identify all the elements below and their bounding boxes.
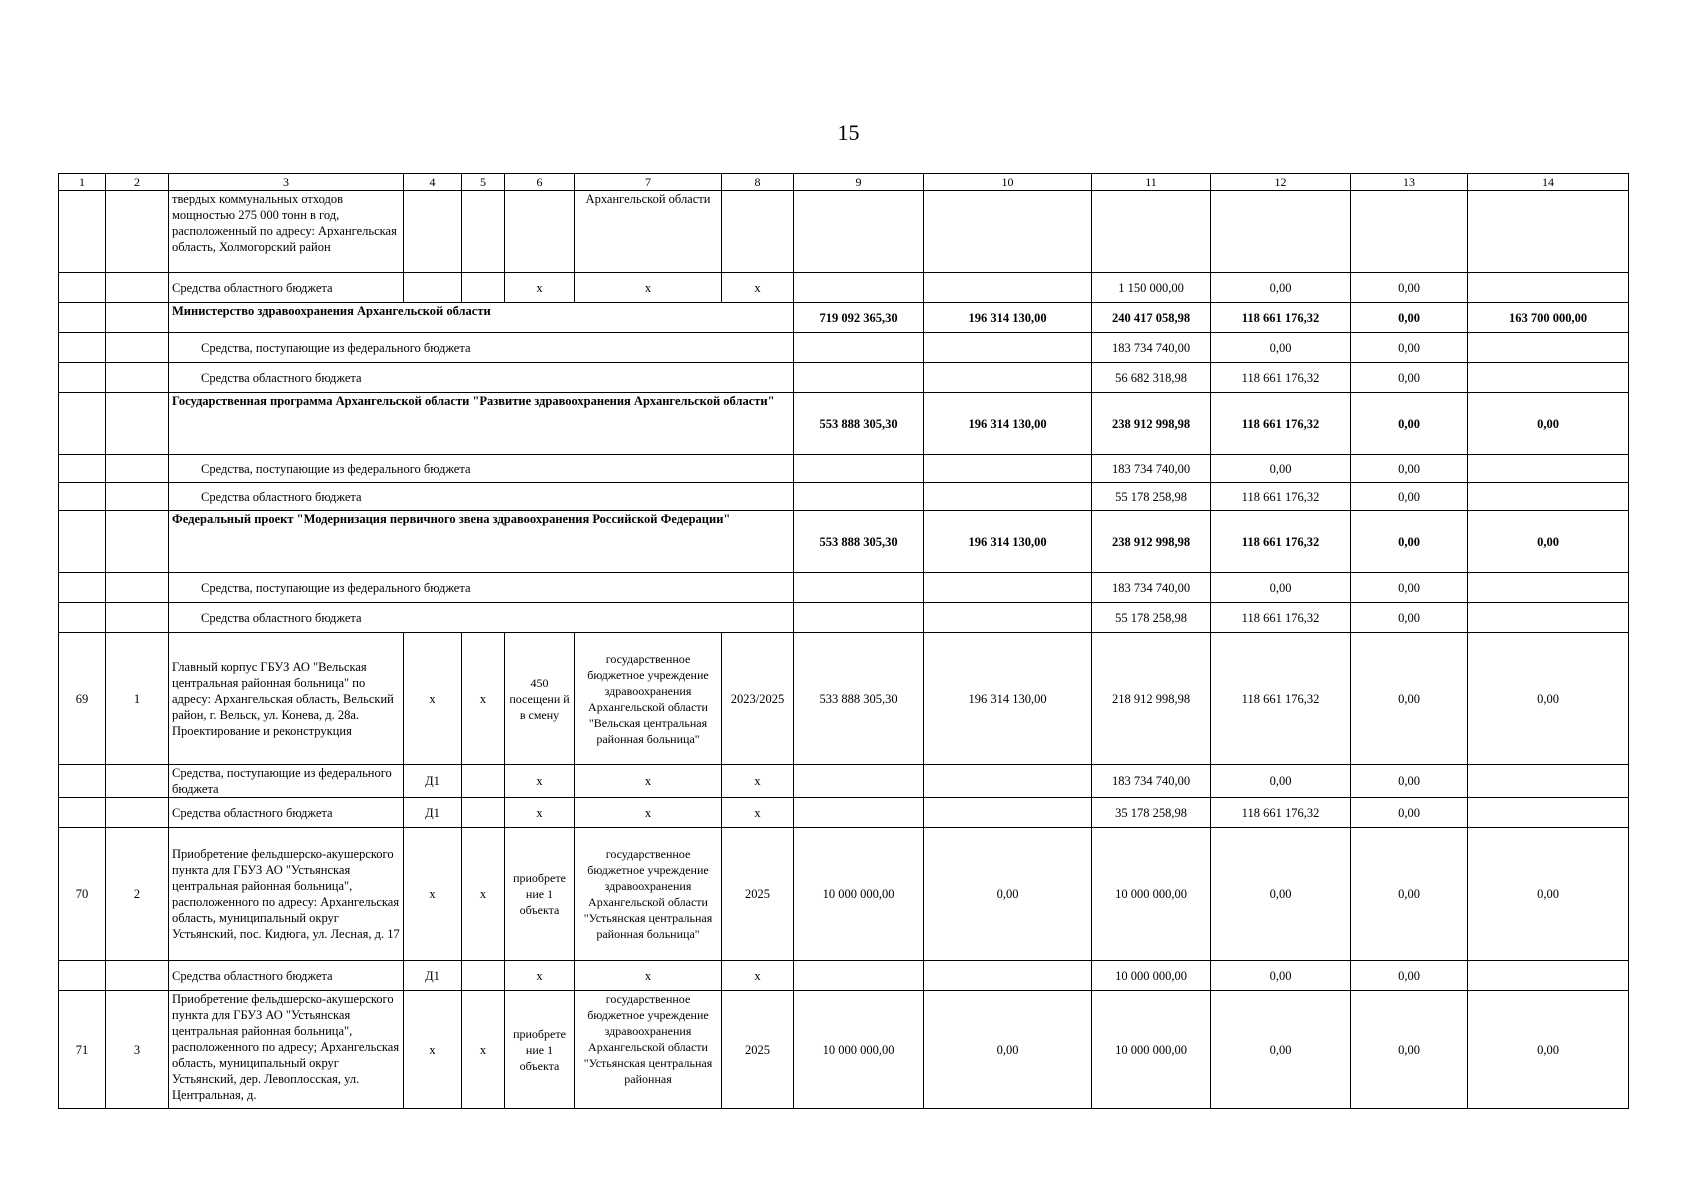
cell: x [404,828,462,961]
amount-cell: 553 888 305,30 [794,393,924,455]
cell [1468,363,1629,393]
amount-cell: 218 912 998,98 [1092,633,1211,765]
amount-cell: 0,00 [1468,991,1629,1109]
cell [794,333,924,363]
funding-source: Средства областного бюджета [169,363,794,393]
col-header: 13 [1351,174,1468,191]
item-number: 3 [106,991,169,1109]
cell [106,303,169,333]
cell [106,798,169,828]
amount-cell: 0,00 [1351,511,1468,573]
cell [794,191,924,273]
cell [1211,191,1351,273]
cell [924,191,1092,273]
col-header: 8 [722,174,794,191]
cell [1468,191,1629,273]
amount-cell: 0,00 [1211,765,1351,798]
amount-cell: 553 888 305,30 [794,511,924,573]
cell [404,273,462,303]
cell [59,798,106,828]
amount-cell: 0,00 [1351,273,1468,303]
amount-cell: 0,00 [1351,961,1468,991]
amount-cell: 0,00 [1211,573,1351,603]
capacity-cell: приобрете ние 1 объекта [505,828,575,961]
amount-cell: 0,00 [1351,798,1468,828]
funding-source: Средства, поступающие из федерального бюджета [169,455,794,483]
table-row [59,483,1629,511]
cell [794,765,924,798]
cell [59,765,106,798]
amount-cell: 10 000 000,00 [794,991,924,1109]
row-number: 69 [59,633,106,765]
cell: x [722,798,794,828]
cell [462,765,505,798]
cell [59,511,106,573]
table-row [59,573,1629,603]
amount-cell: 0,00 [1211,828,1351,961]
amount-cell: 0,00 [1351,363,1468,393]
cell [59,483,106,511]
col-header: 3 [169,174,404,191]
cell: x [462,991,505,1109]
amount-cell: 0,00 [1468,393,1629,455]
code-cell: Д1 [404,798,462,828]
amount-cell: 183 734 740,00 [1092,333,1211,363]
cell: x [722,273,794,303]
amount-cell: 240 417 058,98 [1092,303,1211,333]
amount-cell: 238 912 998,98 [1092,511,1211,573]
cell [924,273,1092,303]
col-header: 2 [106,174,169,191]
amount-cell: 0,00 [1211,273,1351,303]
cell [106,333,169,363]
amount-cell: 118 661 176,32 [1211,363,1351,393]
cell [1351,191,1468,273]
item-number: 1 [106,633,169,765]
object-description: Главный корпус ГБУЗ АО "Вельская центральная районная больница" по адресу: Архангельская область, Вельский район, г. Вельск, ул. Конева, д. 28а. Проектирование и реконструкция [169,633,404,765]
cell [106,511,169,573]
cell [1468,961,1629,991]
page-number: 15 [837,120,860,145]
budget-table [58,173,1629,1109]
funding-source: Средства областного бюджета [169,483,794,511]
amount-cell: 238 912 998,98 [1092,393,1211,455]
object-description: Приобретение фельдшерско-акушерского пункта для ГБУЗ АО "Устьянская центральная районная больница", расположенного по адресу: Архангельская область, муниципальный округ Устьянский, пос. Кидюга, ул. Лесная, д. 17 [169,828,404,961]
amount-cell: 0,00 [1468,511,1629,573]
amount-cell: 0,00 [1351,455,1468,483]
table-row [59,333,1629,363]
cell [505,191,575,273]
cell: x [462,633,505,765]
cell: x [722,765,794,798]
cell [59,363,106,393]
amount-cell: 118 661 176,32 [1211,303,1351,333]
cell [106,273,169,303]
program-title: Государственная программа Архангельской области "Развитие здравоохранения Архангельской области" [169,393,794,455]
amount-cell: 196 314 130,00 [924,393,1092,455]
amount-cell: 10 000 000,00 [1092,828,1211,961]
cell [1468,333,1629,363]
cell [106,603,169,633]
cell [924,483,1092,511]
amount-cell: 0,00 [1351,603,1468,633]
amount-cell: 56 682 318,98 [1092,363,1211,393]
table-row [59,191,1629,273]
cell: x [404,633,462,765]
cell [106,765,169,798]
cell [1468,273,1629,303]
amount-cell: 55 178 258,98 [1092,483,1211,511]
cell [106,573,169,603]
amount-cell: 0,00 [1351,633,1468,765]
col-header: 5 [462,174,505,191]
customer-cell: Архангельской области [575,191,722,273]
cell: x [575,961,722,991]
period-cell: 2023/2025 [722,633,794,765]
cell [1468,603,1629,633]
cell: x [575,765,722,798]
object-description: Приобретение фельдшерско-акушерского пункта для ГБУЗ АО "Устьянская центральная районная больница", расположенного по адресу; Архангельская область, муниципальный округ Устьянский, дер. Левоплосская, ул. Центральная, д. [169,991,404,1109]
project-title: Федеральный проект "Модернизация первичного звена здравоохранения Российской Федерации" [169,511,794,573]
table-row [59,303,1629,333]
cell [924,798,1092,828]
amount-cell: 0,00 [1468,633,1629,765]
amount-cell: 35 178 258,98 [1092,798,1211,828]
cell [1468,455,1629,483]
cell [794,603,924,633]
amount-cell: 0,00 [1351,303,1468,333]
amount-cell: 719 092 365,30 [794,303,924,333]
cell [59,961,106,991]
amount-cell: 0,00 [1351,991,1468,1109]
column-number-row [59,174,1629,191]
cell [59,573,106,603]
funding-source: Средства областного бюджета [169,798,404,828]
table-row [59,393,1629,455]
cell [106,483,169,511]
amount-cell: 0,00 [1211,455,1351,483]
amount-cell: 533 888 305,30 [794,633,924,765]
table-row [59,511,1629,573]
cell [794,573,924,603]
code-cell: Д1 [404,765,462,798]
cell [404,191,462,273]
funding-source: Средства, поступающие из федерального бюджета [169,765,404,798]
item-number: 2 [106,828,169,961]
cell [59,303,106,333]
cell [722,191,794,273]
cell: x [404,991,462,1109]
amount-cell: 0,00 [1351,765,1468,798]
capacity-cell: 450 посещени й в смену [505,633,575,765]
cell [59,603,106,633]
cell: x [505,961,575,991]
cell [794,455,924,483]
table-row [59,798,1629,828]
period-cell: 2025 [722,828,794,961]
cell: x [462,828,505,961]
cell: x [575,798,722,828]
customer-cell: государственное бюджетное учреждение здравоохранения Архангельской области "Устьянская центральная районная больница" [575,828,722,961]
table-row [59,273,1629,303]
cell [794,273,924,303]
amount-cell: 0,00 [1211,333,1351,363]
table-row [59,991,1629,1109]
amount-cell: 183 734 740,00 [1092,573,1211,603]
cell [924,961,1092,991]
col-header: 6 [505,174,575,191]
cell [794,798,924,828]
col-header: 7 [575,174,722,191]
cell [794,483,924,511]
amount-cell: 55 178 258,98 [1092,603,1211,633]
funding-source: Средства областного бюджета [169,961,404,991]
cell: x [722,961,794,991]
amount-cell: 118 661 176,32 [1211,393,1351,455]
amount-cell: 118 661 176,32 [1211,798,1351,828]
code-cell: Д1 [404,961,462,991]
col-header: 10 [924,174,1092,191]
cell [924,455,1092,483]
cell [794,961,924,991]
cell [106,455,169,483]
row-number: 71 [59,991,106,1109]
cell [794,363,924,393]
amount-cell: 0,00 [1211,961,1351,991]
amount-cell: 118 661 176,32 [1211,483,1351,511]
cell [924,765,1092,798]
cell [1468,798,1629,828]
cell [462,798,505,828]
amount-cell: 10 000 000,00 [1092,991,1211,1109]
ministry-title: Министерство здравоохранения Архангельской области [169,303,794,333]
table-row [59,765,1629,798]
amount-cell: 163 700 000,00 [1468,303,1629,333]
table-row [59,455,1629,483]
table-row [59,633,1629,765]
amount-cell: 196 314 130,00 [924,511,1092,573]
table-row [59,828,1629,961]
cell [59,333,106,363]
col-header: 11 [1092,174,1211,191]
amount-cell: 196 314 130,00 [924,633,1092,765]
amount-cell: 0,00 [1351,828,1468,961]
col-header: 12 [1211,174,1351,191]
amount-cell: 0,00 [1351,573,1468,603]
amount-cell: 0,00 [1468,828,1629,961]
table-row [59,363,1629,393]
amount-cell: 0,00 [1351,333,1468,363]
cell [462,191,505,273]
capacity-cell: приобрете ние 1 объекта [505,991,575,1109]
amount-cell: 10 000 000,00 [794,828,924,961]
amount-cell: 0,00 [924,991,1092,1109]
amount-cell: 183 734 740,00 [1092,765,1211,798]
amount-cell: 118 661 176,32 [1211,511,1351,573]
customer-cell: государственное бюджетное учреждение здравоохранения Архангельской области "Вельская центральная районная больница" [575,633,722,765]
cell [106,393,169,455]
cell [59,191,106,273]
cell [59,455,106,483]
cell: x [505,798,575,828]
table-row [59,961,1629,991]
funding-source: Средства, поступающие из федерального бюджета [169,333,794,363]
funding-source: Средства областного бюджета [169,603,794,633]
cell [106,363,169,393]
funding-source: Средства, поступающие из федерального бюджета [169,573,794,603]
funding-source: Средства областного бюджета [169,273,404,303]
cell [924,573,1092,603]
amount-cell: 1 150 000,00 [1092,273,1211,303]
cell [106,961,169,991]
cell [59,393,106,455]
amount-cell: 118 661 176,32 [1211,603,1351,633]
object-description: твердых коммунальных отходов мощностью 275 000 тонн в год, расположенный по адресу: Архангельская область, Холмогорский район [169,191,404,273]
amount-cell: 0,00 [1351,483,1468,511]
cell [1468,765,1629,798]
cell [1468,483,1629,511]
cell: x [575,273,722,303]
customer-cell: государственное бюджетное учреждение здравоохранения Архангельской области "Устьянская центральная районная [575,991,722,1109]
amount-cell: 196 314 130,00 [924,303,1092,333]
cell [462,961,505,991]
amount-cell: 183 734 740,00 [1092,455,1211,483]
amount-cell: 118 661 176,32 [1211,633,1351,765]
col-header: 9 [794,174,924,191]
cell [924,603,1092,633]
col-header: 1 [59,174,106,191]
cell: x [505,765,575,798]
period-cell: 2025 [722,991,794,1109]
col-header: 14 [1468,174,1629,191]
table-row [59,603,1629,633]
cell [924,363,1092,393]
amount-cell: 10 000 000,00 [1092,961,1211,991]
cell: x [505,273,575,303]
cell [924,333,1092,363]
row-number: 70 [59,828,106,961]
cell [59,273,106,303]
cell [1092,191,1211,273]
cell [462,273,505,303]
amount-cell: 0,00 [1351,393,1468,455]
amount-cell: 0,00 [1211,991,1351,1109]
cell [1468,573,1629,603]
cell [106,191,169,273]
amount-cell: 0,00 [924,828,1092,961]
col-header: 4 [404,174,462,191]
